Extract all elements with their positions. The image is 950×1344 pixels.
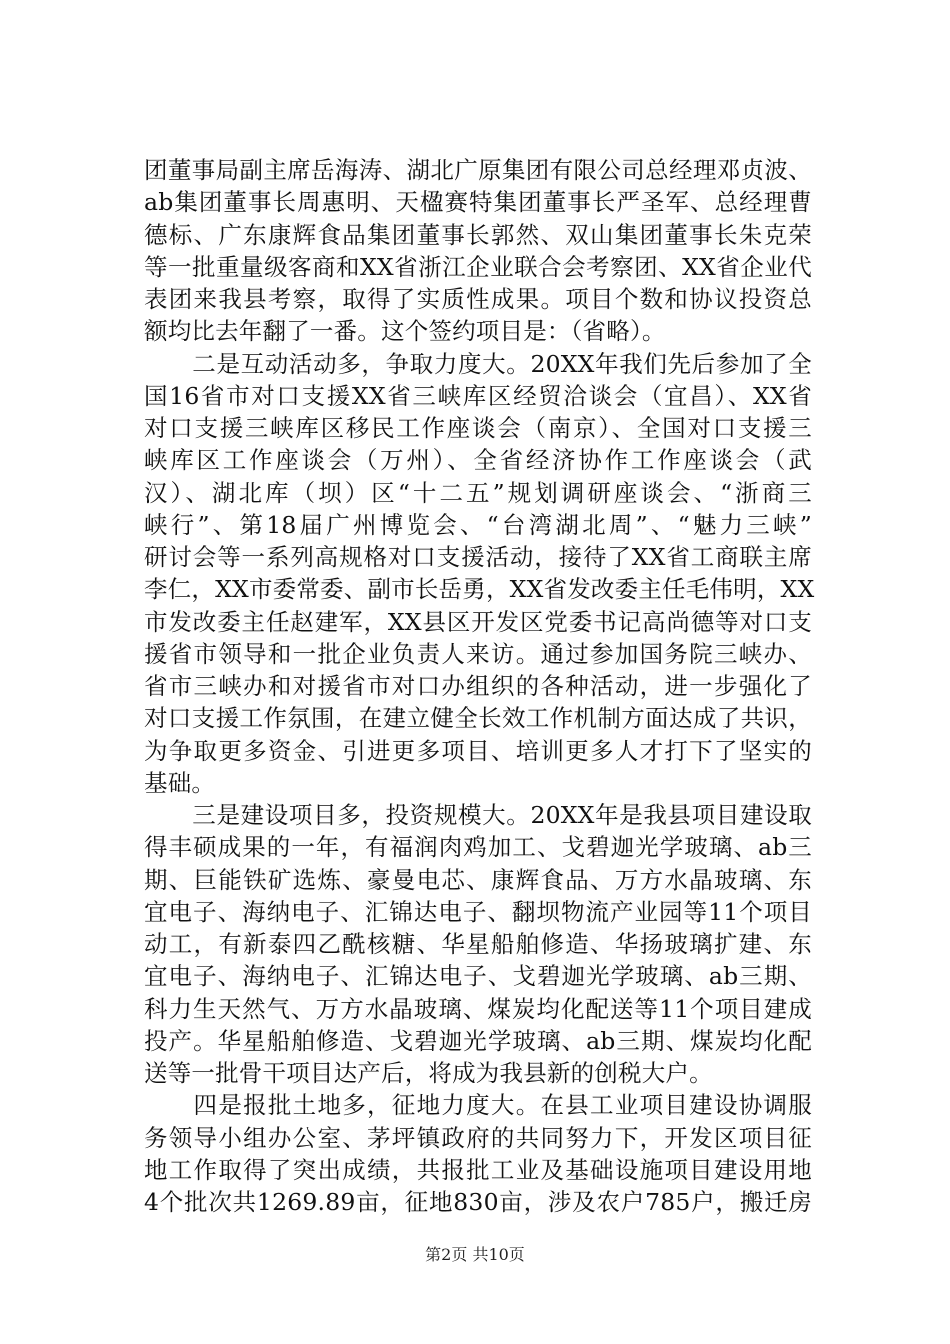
text-line: 国16省市对口支援XX省三峡库区经贸洽谈会（宜昌）、XX省 bbox=[144, 381, 812, 410]
text-line: 动工，有新泰四乙酰核糖、华星船舶修造、华扬玻璃扩建、东 bbox=[144, 930, 812, 958]
text-line: 基础。 bbox=[144, 768, 216, 797]
text-line: 为争取更多资金、引进更多项目、培训更多人才打下了坚实的 bbox=[144, 736, 812, 765]
text-line: 团董事局副主席岳海涛、湖北广原集团有限公司总经理邓贞波、 bbox=[144, 156, 812, 184]
text-line: 宜电子、海纳电子、汇锦达电子、翻坝物流产业园等11个项目 bbox=[144, 897, 812, 926]
text-line: 峡行”、第18届广州博览会、“台湾湖北周”、“魅力三峡” bbox=[144, 510, 812, 539]
text-line: 务领导小组办公室、茅坪镇政府的共同努力下，开发区项目征 bbox=[144, 1123, 812, 1152]
text-line: 对口支援工作氛围，在建立健全长效工作机制方面达成了共识， bbox=[144, 704, 812, 733]
text-line: 四是报批土地多，征地力度大。在县工业项目建设协调服 bbox=[144, 1091, 812, 1120]
document-body bbox=[144, 154, 815, 1218]
text-line: 三是建设项目多，投资规模大。20XX年是我县项目建设取 bbox=[144, 801, 812, 829]
text-line: 德标、广东康辉食品集团董事长郭然、双山集团董事长朱克荣 bbox=[144, 220, 812, 249]
text-line: 市发改委主任赵建军，XX县区开发区党委书记高尚德等对口支 bbox=[144, 607, 812, 636]
text-line: 宜电子、海纳电子、汇锦达电子、戈碧迦光学玻璃、ab三期、 bbox=[144, 962, 812, 991]
text-line: 对口支援三峡库区移民工作座谈会（南京）、全国对口支援三 bbox=[144, 414, 812, 442]
text-line: 李仁，XX市委常委、副市长岳勇，XX省发改委主任毛伟明，XX bbox=[144, 575, 815, 604]
text-line: 送等一批骨干项目达产后，将成为我县新的创税大户。 bbox=[144, 1059, 713, 1087]
text-line: 期、巨能铁矿选炼、豪曼电芯、康辉食品、万方水晶玻璃、东 bbox=[144, 865, 812, 894]
text-line: 表团来我县考察，取得了实质性成果。项目个数和协议投资总 bbox=[144, 285, 812, 313]
text-line: 汉）、湖北库（坝）区“十二五”规划调研座谈会、“浙商三 bbox=[144, 478, 812, 507]
text-line: ab集团董事长周惠明、天楹赛特集团董事长严圣军、总经理曹 bbox=[144, 188, 812, 217]
text-line: 投产。华星船舶修造、戈碧迦光学玻璃、ab三期、煤炭均化配 bbox=[144, 1026, 812, 1055]
text-line: 研讨会等一系列高规格对口支援活动，接待了XX省工商联主席 bbox=[144, 543, 812, 571]
text-line: 峡库区工作座谈会（万州）、全省经济协作工作座谈会（武 bbox=[144, 446, 812, 475]
page-footer: 第2页 共10页 bbox=[425, 1245, 525, 1264]
text-line: 科力生天然气、万方水晶玻璃、煤炭均化配送等11个项目建成 bbox=[144, 994, 812, 1023]
text-line: 额均比去年翻了一番。这个签约项目是：（省略）。 bbox=[144, 317, 666, 346]
text-line: 地工作取得了突出成绩，共报批工业及基础设施项目建设用地 bbox=[144, 1155, 812, 1184]
text-line: 援省市领导和一批企业负责人来访。通过参加国务院三峡办、 bbox=[144, 639, 812, 668]
text-line: 得丰硕成果的一年，有福润肉鸡加工、戈碧迦光学玻璃、ab三 bbox=[144, 833, 812, 862]
text-line: 二是互动活动多，争取力度大。20XX年我们先后参加了全 bbox=[144, 349, 812, 378]
text-line: 4个批次共1269.89亩，征地830亩，涉及农户785户，搬迁房 bbox=[144, 1188, 812, 1216]
text-line: 等一批重量级客商和XX省浙江企业联合会考察团、XX省企业代 bbox=[144, 252, 812, 281]
text-line: 省市三峡办和对援省市对口办组织的各种活动，进一步强化了 bbox=[144, 672, 812, 700]
